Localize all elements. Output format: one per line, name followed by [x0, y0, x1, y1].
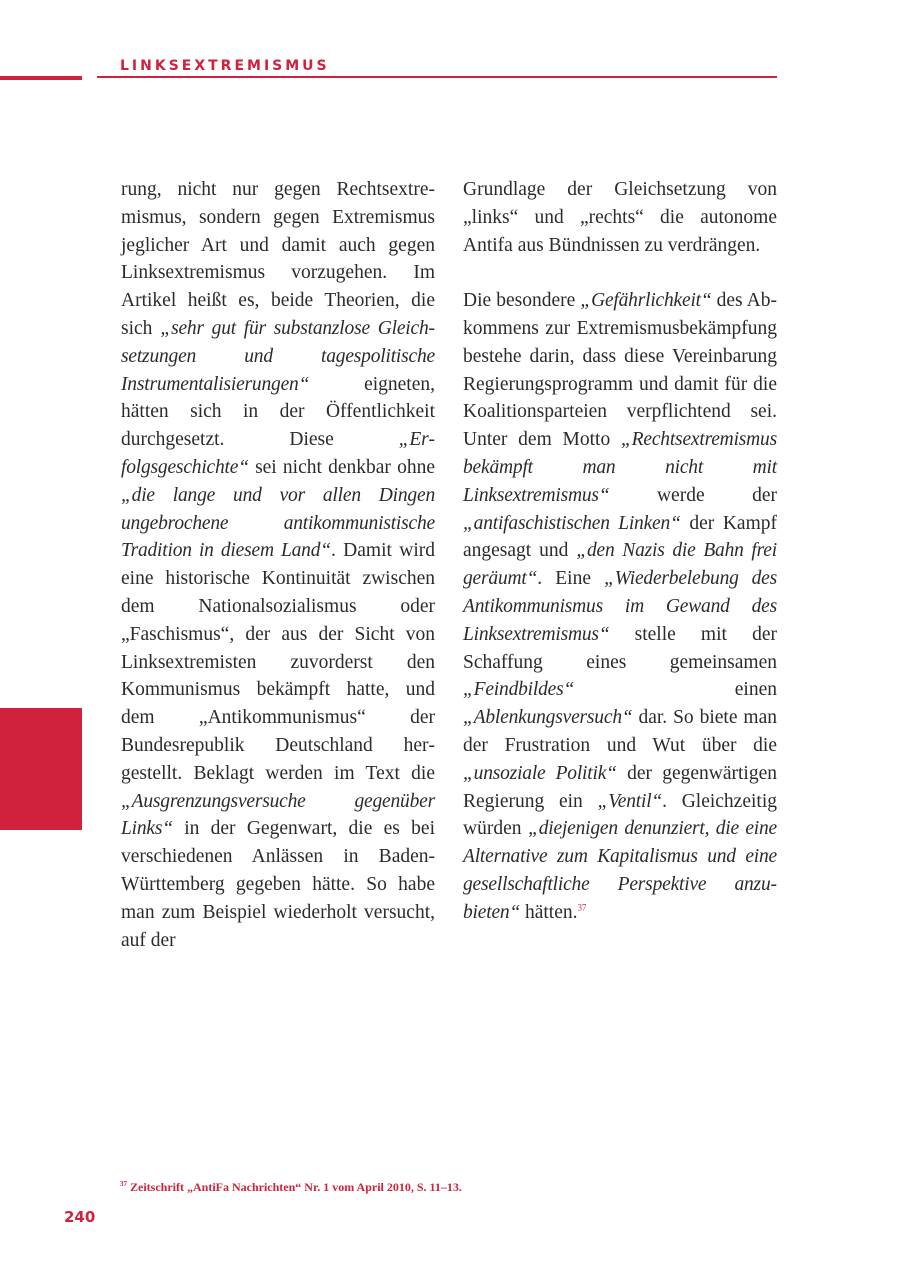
quote: „unsoziale Politik“ — [463, 762, 617, 784]
quote: „die lange und vor allen Dingen ungebrochene antikommunistische Tradition in diesem Land“ — [121, 484, 435, 562]
quote: „Erfolgsgeschichte“ — [121, 429, 435, 478]
quote: „Wiederbelebung des Antikommunismus im Gewand des Linksextremismus“ — [463, 568, 777, 645]
quote: „den Nazis die Bahn frei geräumt“ — [463, 540, 777, 590]
page-number: 240 — [64, 1208, 96, 1226]
quote: „sehr gut für substanzlose Gleichsetzungen und tagespolitische Instrumentalisierungen“ — [121, 317, 435, 395]
footnote — [120, 1180, 462, 1195]
text-column-left — [121, 176, 435, 954]
quote: „diejenigen denunziert, die eine Alternative zum Kapitalismus und eine gesellschaftliche Perspektive anzubieten“ — [463, 818, 777, 923]
quote: „Feindbildes“ — [463, 679, 575, 701]
footnote-number: 37 — [120, 1180, 127, 1188]
running-header: LINKSEXTREMISMUS — [120, 58, 330, 74]
header-rule-right — [97, 76, 777, 78]
footnote-text: Zeitschrift „AntiFa Nachrichten“ Nr. 1 vom April 2010, S. 11–13. — [127, 1180, 462, 1194]
header-rule-left — [0, 76, 82, 80]
quote: „Ausgrenzungsversuche gegenüber Links“ — [121, 790, 435, 840]
quote: „Rechtsextremismus bekämpft man nicht mit Linksextremismus“ — [463, 429, 777, 506]
quote: „Gefährlichkeit“ — [580, 290, 712, 312]
text-column-right — [463, 176, 777, 927]
chapter-thumb-tab — [0, 708, 82, 830]
paragraph: Die besondere „Gefährlichkeit“ des Abkommens zur Extremismusbekämpfung bestehe darin, dass diese Vereinbarung Regierungsprogramm und damit für die Koalitionsparteien verpflichtend sei. Unter dem Motto „Rechtsextremismus bekämpft man nicht mit Linksextremismus“ werde der „antifaschistischen Linken“ der Kampf angesagt und „den Nazis die Bahn frei geräumt“. Eine „Wiederbelebung des Antikommunismus im Gewand des Linksextremismus“ stelle mit der Schaffung eines gemeinsamen „Feindbildes“ einen „Ablenkungsversuch“ dar. So biete man der Frustration und Wut über die „unsoziale Politik“ der gegenwärtigen Regierung ein „Ventil“. Gleichzeitig würden „diejenigen denunziert, die eine Alternative zum Kapitalismus und eine gesellschaftliche Perspektive anzubieten“ hätten.$^{37}$ — [463, 290, 778, 923]
paragraph: rung, nicht nur gegen Rechtsextremismus, sondern gegen Extremismus jeglicher Art und damit auch gegen Linksextremismus vorzugehen. Im Artikel heißt es, beide Theorien, die sich „sehr gut für substanzlose Gleichsetzungen und tagespolitische Instrumentalisierungen“ eigneten, hätten sich in der Öffentlichkeit durchgesetzt. Diese „Erfolgsgeschichte“ sei nicht denkbar ohne „die lange und vor allen Dingen ungebrochene antikommunistische Tradition in diesem Land“. Damit wird eine historische Kontinuität zwischen dem Nationalsozialismus oder „Faschismus“, der aus der Sicht von Linksextremisten zuvorderst den Kommunismus bekämpft hatte, und dem „Antikommunismus“ der Bundesrepublik Deutschland hergestellt. Beklagt werden im Text die „Ausgrenzungsversuche gegenüber Links“ in der Gegenwart, die es bei verschiedenen Anlässen in Baden-Württemberg gegeben hätte. So habe man zum Beispiel wiederholt versucht, auf der — [121, 179, 436, 951]
paragraph: Grundlage der Gleichsetzung von „links“ und „rechts“ die autonome Antifa aus Bündnissen zu verdrängen. — [463, 179, 777, 256]
footnote-reference[interactable]: 37 — [577, 902, 587, 913]
quote: „Ablenkungsversuch“ — [463, 707, 633, 729]
quote: „Ventil“ — [597, 790, 663, 812]
quote: „antifaschistischen Linken“ — [463, 512, 681, 534]
